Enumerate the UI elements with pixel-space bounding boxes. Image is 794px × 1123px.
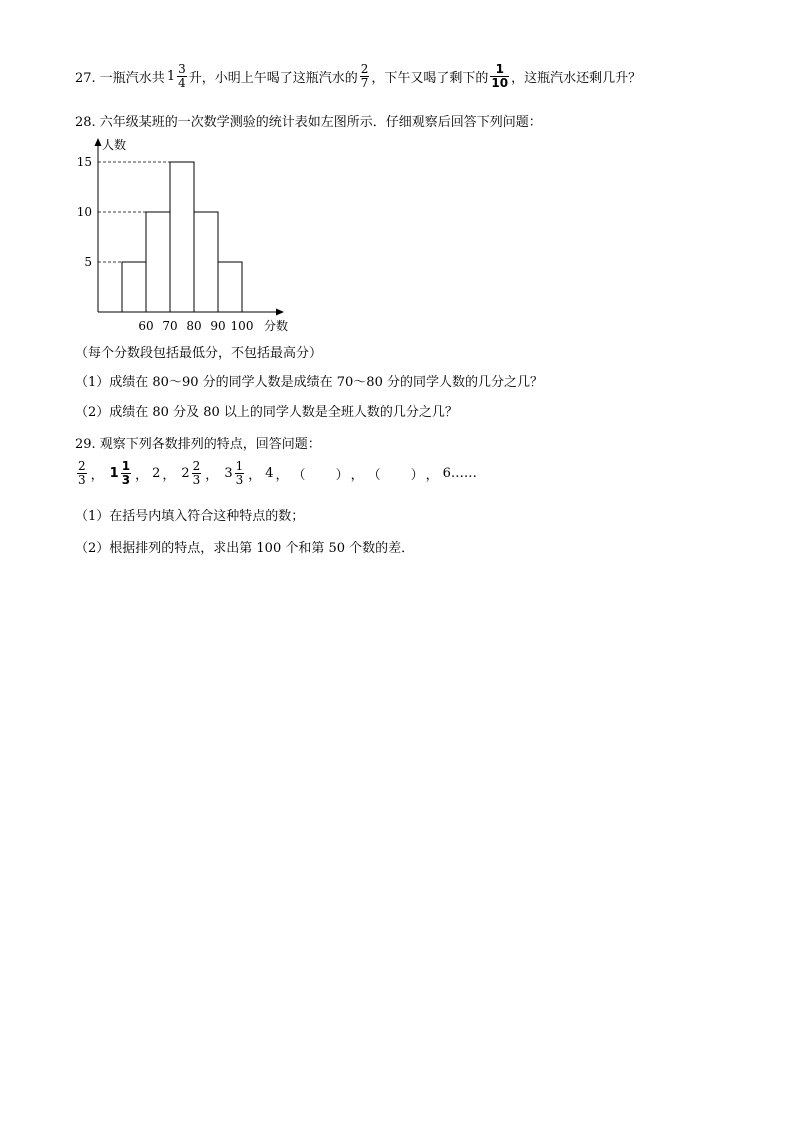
seq-comma: ， (425, 468, 439, 483)
seq-term-4-denominator: 3 (192, 473, 201, 487)
x-tick-label: 90 (210, 319, 226, 333)
y-tick-label: 15 (76, 155, 92, 169)
y-tick-label: 10 (76, 205, 92, 219)
q29-sub2: （2）根据排列的特点，求出第 100 个和第 50 个数的差． (75, 541, 415, 556)
seq-blank-1-open: （ (292, 468, 306, 483)
y-axis-label: 人数 (102, 138, 127, 152)
seq-term-1-numerator: 2 (78, 459, 86, 473)
x-tick-label: 100 (230, 319, 254, 333)
seq-term-5 (235, 460, 245, 487)
q27-suffix: ，这瓶汽水还剩几升？ (511, 71, 642, 86)
q29-sequence (75, 460, 477, 487)
seq-comma: ， (205, 468, 219, 483)
q27-frac2-numerator: 2 (360, 62, 369, 76)
q27-mid1: 升，小明上午喝了这瓶汽水的 (188, 71, 358, 86)
q28-sub2: （2）成绩在 80 分及 80 以上的同学人数是全班人数的几分之几？ (75, 405, 458, 420)
q28-stem: 28. 六年级某班的一次数学测验的统计表如左图所示．仔细观察后回答下列问题： (75, 115, 542, 130)
q27-line (75, 63, 641, 90)
q27-fraction-3 (490, 63, 509, 90)
q28-sub1: （1）成绩在 80～90 分的同学人数是成绩在 70～80 分的同学人数的几分之几？ (75, 375, 543, 390)
seq-term-5-denominator: 3 (235, 473, 244, 487)
q29-sub1: （1）在括号内填入符合这种特点的数； (75, 509, 305, 524)
x-tick-label: 60 (138, 319, 154, 333)
y-axis-arrow (95, 138, 102, 146)
x-tick-label: 80 (186, 319, 202, 333)
seq-term-2-numerator: 1 (121, 459, 131, 473)
q27-mixed-whole: 1 (166, 69, 176, 84)
histogram-bar (218, 262, 242, 312)
q27-frac1-denominator: 4 (178, 76, 186, 90)
q27-mid2: ，下午又喝了剩下的 (371, 71, 489, 86)
histogram-bar (194, 212, 218, 312)
histogram-bar (170, 162, 194, 312)
seq-comma: ， (350, 468, 364, 483)
seq-comma: ， (162, 468, 176, 483)
q27-fraction-1 (177, 63, 187, 90)
seq-term-1 (77, 460, 87, 487)
x-axis-arrow (276, 309, 284, 316)
seq-term-2-whole: 1 (109, 466, 119, 481)
q27-frac1-numerator: 3 (178, 62, 186, 76)
histogram-chart (72, 134, 302, 334)
seq-tail: 6…… (442, 466, 477, 481)
q27-prefix: 27. 一瓶汽水共 (75, 71, 165, 86)
seq-term-2-denominator: 3 (121, 473, 131, 487)
seq-term-5-whole: 3 (224, 466, 233, 481)
seq-term-1-denominator: 3 (78, 473, 86, 487)
seq-term-2 (121, 460, 131, 487)
seq-comma: ， (248, 468, 262, 483)
seq-blank-2-close: ） (410, 468, 424, 483)
q27-frac3-denominator: 10 (491, 76, 509, 90)
seq-comma: ， (90, 468, 104, 483)
seq-term-6: 4 (265, 466, 274, 481)
seq-comma: ， (135, 468, 149, 483)
q27-frac2-denominator: 7 (360, 76, 369, 90)
histogram-bar (146, 212, 170, 312)
x-tick-label: 70 (162, 319, 178, 333)
seq-term-4 (192, 460, 202, 487)
histogram-bar (122, 262, 146, 312)
seq-comma: ， (275, 468, 289, 483)
seq-term-3: 2 (152, 466, 161, 481)
seq-blank-1-close: ） (335, 468, 349, 483)
q27-frac3-numerator: 1 (495, 62, 504, 76)
seq-term-4-numerator: 2 (192, 459, 201, 473)
x-axis-label: 分数 (264, 319, 289, 333)
seq-term-5-numerator: 1 (235, 459, 244, 473)
y-tick-label: 5 (84, 255, 92, 269)
seq-term-4-whole: 2 (181, 466, 190, 481)
q27-fraction-2 (360, 63, 370, 90)
seq-blank-2-open: （ (367, 468, 381, 483)
q29-stem: 29. 观察下列各数排列的特点，回答问题： (75, 437, 321, 452)
q28-note: （每个分数段包括最低分，不包括最高分） (75, 346, 323, 361)
